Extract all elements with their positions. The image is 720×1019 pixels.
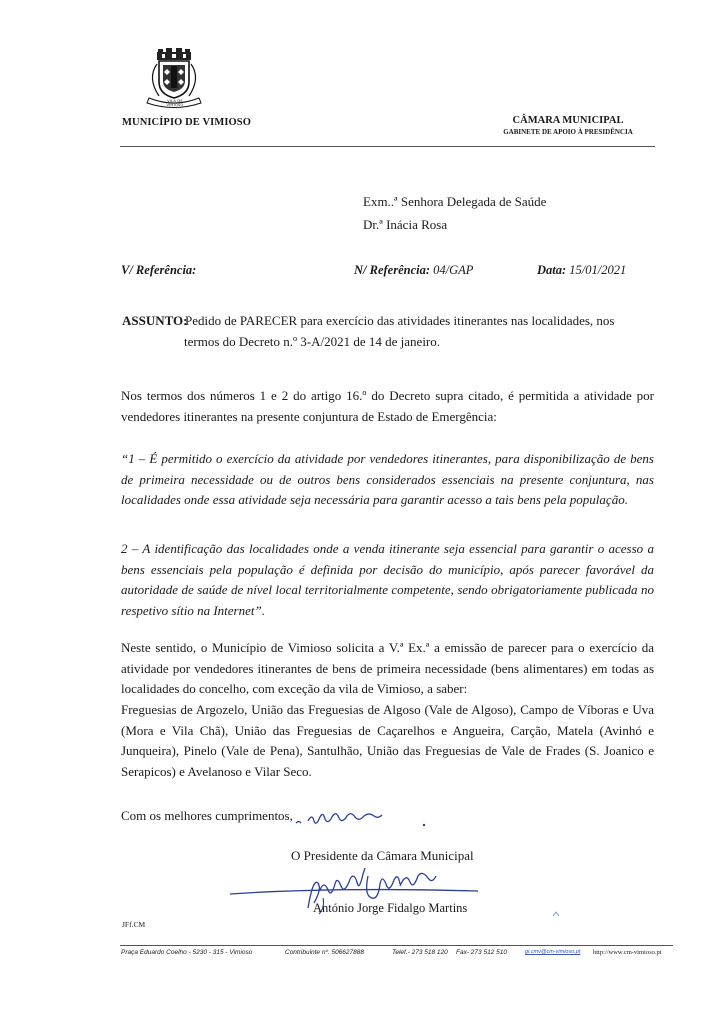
- municipality-name: MUNICÍPIO DE VIMIOSO: [122, 117, 251, 128]
- crest-motto: VILA DE VIMIOSO: [166, 99, 184, 107]
- date-label: Data:: [537, 263, 567, 277]
- municipal-crest: [137, 48, 211, 110]
- pen-mark: [552, 910, 560, 918]
- footer-fax: Fax- 273 512 510: [456, 949, 507, 956]
- our-reference-value: 04/GAP: [433, 263, 474, 277]
- signer-name: António Jorge Fidalgo Martins: [313, 901, 468, 915]
- your-reference-label: V/ Referência:: [121, 263, 197, 277]
- footer-website-link[interactable]: http://www.cm-vimioso.pt: [593, 949, 662, 956]
- header-divider: [120, 146, 655, 147]
- subject-label: ASSUNTO:: [122, 313, 188, 328]
- intro-paragraph: Nos termos dos números 1 e 2 do artigo 16.º do Decreto supra citado, é permitida a atividade por vendedores itinerantes na presente conjuntura de Estado de Emergência:: [121, 388, 654, 424]
- parishes-paragraph: Freguesias de Argozelo, União das Freguesias de Algoso (Vale de Algoso), Campo de Víboras e Uva (Mora e Vila Chã), União das Freguesias de Caçarelhos e Angueira, Carção, Matela (Avinhó e Junqueira), Pinelo (Vale de Pena), Santulhão, União das Freguesias de Vale de Frades (S. Joanico e Serapicos) e Avelanoso e Vilar Seco.: [121, 702, 654, 779]
- our-reference-label: N/ Referência:: [354, 263, 431, 277]
- subject-line-2: termos do Decreto n.º 3-A/2021 de 14 de janeiro.: [184, 334, 441, 349]
- recipient-line-1: Exm..ª Senhora Delegada de Saúde: [363, 194, 547, 209]
- chamber-name: CÂMARA MUNICIPAL: [512, 115, 624, 126]
- request-paragraph: Neste sentido, o Município de Vimioso solicita a V.ª Ex.ª a emissão de parecer para o exercício da atividade por vendedores itinerantes de bens de primeira necessidade (bens alimentares) em todas as localidades do concelho, com exceção da vila de Vimioso, a saber:: [121, 640, 654, 696]
- quote-paragraph-1: “1 – É permitido o exercício da atividade por vendedores itinerantes, para disponibilização de bens de primeira necessidade ou de outros bens considerados essenciais na presente conjuntura, nas localidades onde essa atividade seja necessária para garantir acesso a tais bens pela população.: [121, 451, 654, 507]
- footer-divider: [120, 945, 673, 946]
- quote-paragraph-2: 2 – A identificação das localidades onde a venda itinerante seja essencial para garantir o acesso a bens essenciais pela população é definida por decisão do município, após parecer favorável da autoridade de saúde de nível local territorialmente competente, sendo obrigatoriamente publicada no respetivo sítio na Internet”.: [121, 541, 654, 618]
- author-initials: JFf.CM: [122, 920, 146, 929]
- closing-greeting: Com os melhores cumprimentos,: [121, 808, 293, 823]
- office-name: GABINETE DE APOIO À PRESIDÊNCIA: [503, 128, 633, 136]
- handwritten-note-mark: [292, 803, 432, 833]
- recipient-line-2: Dr.ª Inácia Rosa: [363, 217, 448, 232]
- signer-title: O Presidente da Câmara Municipal: [291, 848, 474, 863]
- subject-line-1: Pedido de PARECER para exercício das atividades itinerantes nas localidades, nos: [185, 313, 615, 328]
- footer-email-link[interactable]: gi.cmv@cm-vimioso.pt: [525, 949, 581, 955]
- date-value: 15/01/2021: [569, 263, 627, 277]
- footer-phone: Telef.- 273 518 120: [392, 949, 448, 956]
- date: [537, 263, 626, 278]
- footer-taxpayer: Contribuinte nº. 506627888: [285, 949, 364, 956]
- footer-address: Praça Eduardo Coelho - 5230 - 315 - Vimioso: [121, 949, 253, 956]
- our-reference: [354, 263, 473, 278]
